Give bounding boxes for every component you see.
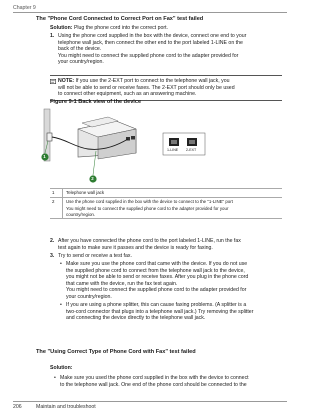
step-2-number: 2. (50, 238, 55, 244)
solution-label: Solution: (50, 365, 73, 371)
bullet-1-line: you might not be able to send or receive faxes. After you plug in the phone cord (66, 274, 249, 281)
page-number: 206 (13, 404, 22, 410)
header-rule (13, 12, 287, 13)
bullet-marker: • (54, 375, 56, 381)
table-cell-number: 1 (50, 189, 63, 197)
note-icon (50, 79, 56, 84)
bullet-1-line: your country/region. (66, 293, 112, 300)
note-line: will not be able to send or receive faxes. The 2-EXT port should only be used (58, 84, 235, 91)
step-1-number: 1. (50, 33, 55, 39)
note-line: If you use the 2-EXT port to connect to the telephone wall jack, you (75, 78, 230, 84)
section2-solution-label (50, 365, 72, 372)
table-cell-text (63, 198, 282, 219)
footer-section: Maintain and troubleshoot (36, 404, 96, 410)
step-3-line: Try to send or receive a test fax. (58, 253, 132, 259)
bullet-2-line: and connecting the device directly to the telephone wall jack. (66, 315, 206, 322)
callout-2: 2 (91, 176, 94, 181)
bullet-1-text (66, 261, 286, 301)
step-3-number: 3. (50, 253, 55, 259)
step-2-line: After you have connected the phone cord to the port labeled 1-LINE, run the fax (58, 238, 241, 244)
note-label: NOTE: (58, 78, 75, 84)
table-line: country/region. (66, 211, 96, 217)
bullet-2-line: If you are using a phone splitter, this can cause faxing problems. (A splitter is a (66, 302, 247, 308)
callout-table (50, 188, 282, 219)
port-inset (162, 132, 206, 156)
table-row (50, 188, 282, 197)
section1-title: The "Phone Cord Connected to Correct Port on Fax" test failed (36, 16, 204, 22)
section2-bullet-line: Make sure you used the phone cord supplied in the box with the device to connect (60, 375, 249, 381)
bullet-marker: • (60, 261, 62, 267)
step-1-line: Using the phone cord supplied in the box with the device, connect one end to your (58, 33, 247, 39)
step-1-line: telephone wall jack, then connect the other end to the port labeled 1-LINE on the (58, 39, 243, 46)
section2-bullet-line: to the telephone wall jack. One end of the phone cord should be connected to the (60, 381, 247, 388)
section2-bullet-1-text (60, 375, 286, 388)
step-1-text (58, 33, 284, 66)
step-1-line: your country/region. (58, 59, 104, 66)
step-2-line: test again to make sure it passes and the device is ready for faxing. (58, 244, 213, 251)
table-row (50, 197, 282, 220)
chapter-header: Chapter 9 (13, 5, 36, 11)
solution-line (50, 25, 168, 32)
bullet-2-text (66, 302, 286, 322)
table-cell-number: 2 (50, 198, 63, 219)
step-1-line: back of the device. (58, 46, 102, 53)
section2-title: The "Using Correct Type of Phone Cord with Fax" test failed (36, 349, 196, 355)
solution-label: Solution: (50, 25, 73, 31)
solution-text: Plug the phone cord into the correct port. (73, 25, 168, 31)
bullet-1-line: that came with the device, run the fax test again. (66, 280, 178, 287)
port-label-2-ext: 2-EXT (186, 148, 197, 152)
port-label-1-line: 1-LINE (167, 148, 179, 152)
bullet-1-line: the supplied phone cord to connect from the telephone wall jack to the device, (66, 267, 245, 274)
figure-back-view (38, 107, 162, 187)
bullet-marker: • (60, 302, 62, 308)
bullet-1-line: Make sure you use the phone cord that came with the device. If you do not use (66, 261, 248, 267)
table-line: You might need to connect the supplied phone cord to the adapter provided for your (66, 206, 229, 212)
figure-caption: Figure 9-1 Back view of the device (50, 99, 142, 105)
step-1-line: You might need to connect the supplied phone cord to the adapter provided for (58, 52, 239, 59)
table-line: Telephone wall jack (66, 190, 105, 195)
callout-1: 1 (43, 154, 46, 159)
table-line: Use the phone cord supplied in the box with the device to connect to the "1-LINE" port (66, 198, 233, 204)
bullet-1-line: You might need to connect the supplied phone cord to the adapter provided for (66, 287, 247, 294)
step-3-text (58, 253, 284, 260)
bullet-2-line: two-cord connector that plugs into a telephone wall jack.) Try removing the splitter (66, 308, 254, 315)
note-line: to connect other equipment, such as an answering machine. (58, 91, 197, 98)
step-2-text (58, 238, 284, 251)
footer-rule (13, 401, 287, 402)
table-cell-text (63, 189, 282, 197)
note-box (50, 75, 282, 101)
